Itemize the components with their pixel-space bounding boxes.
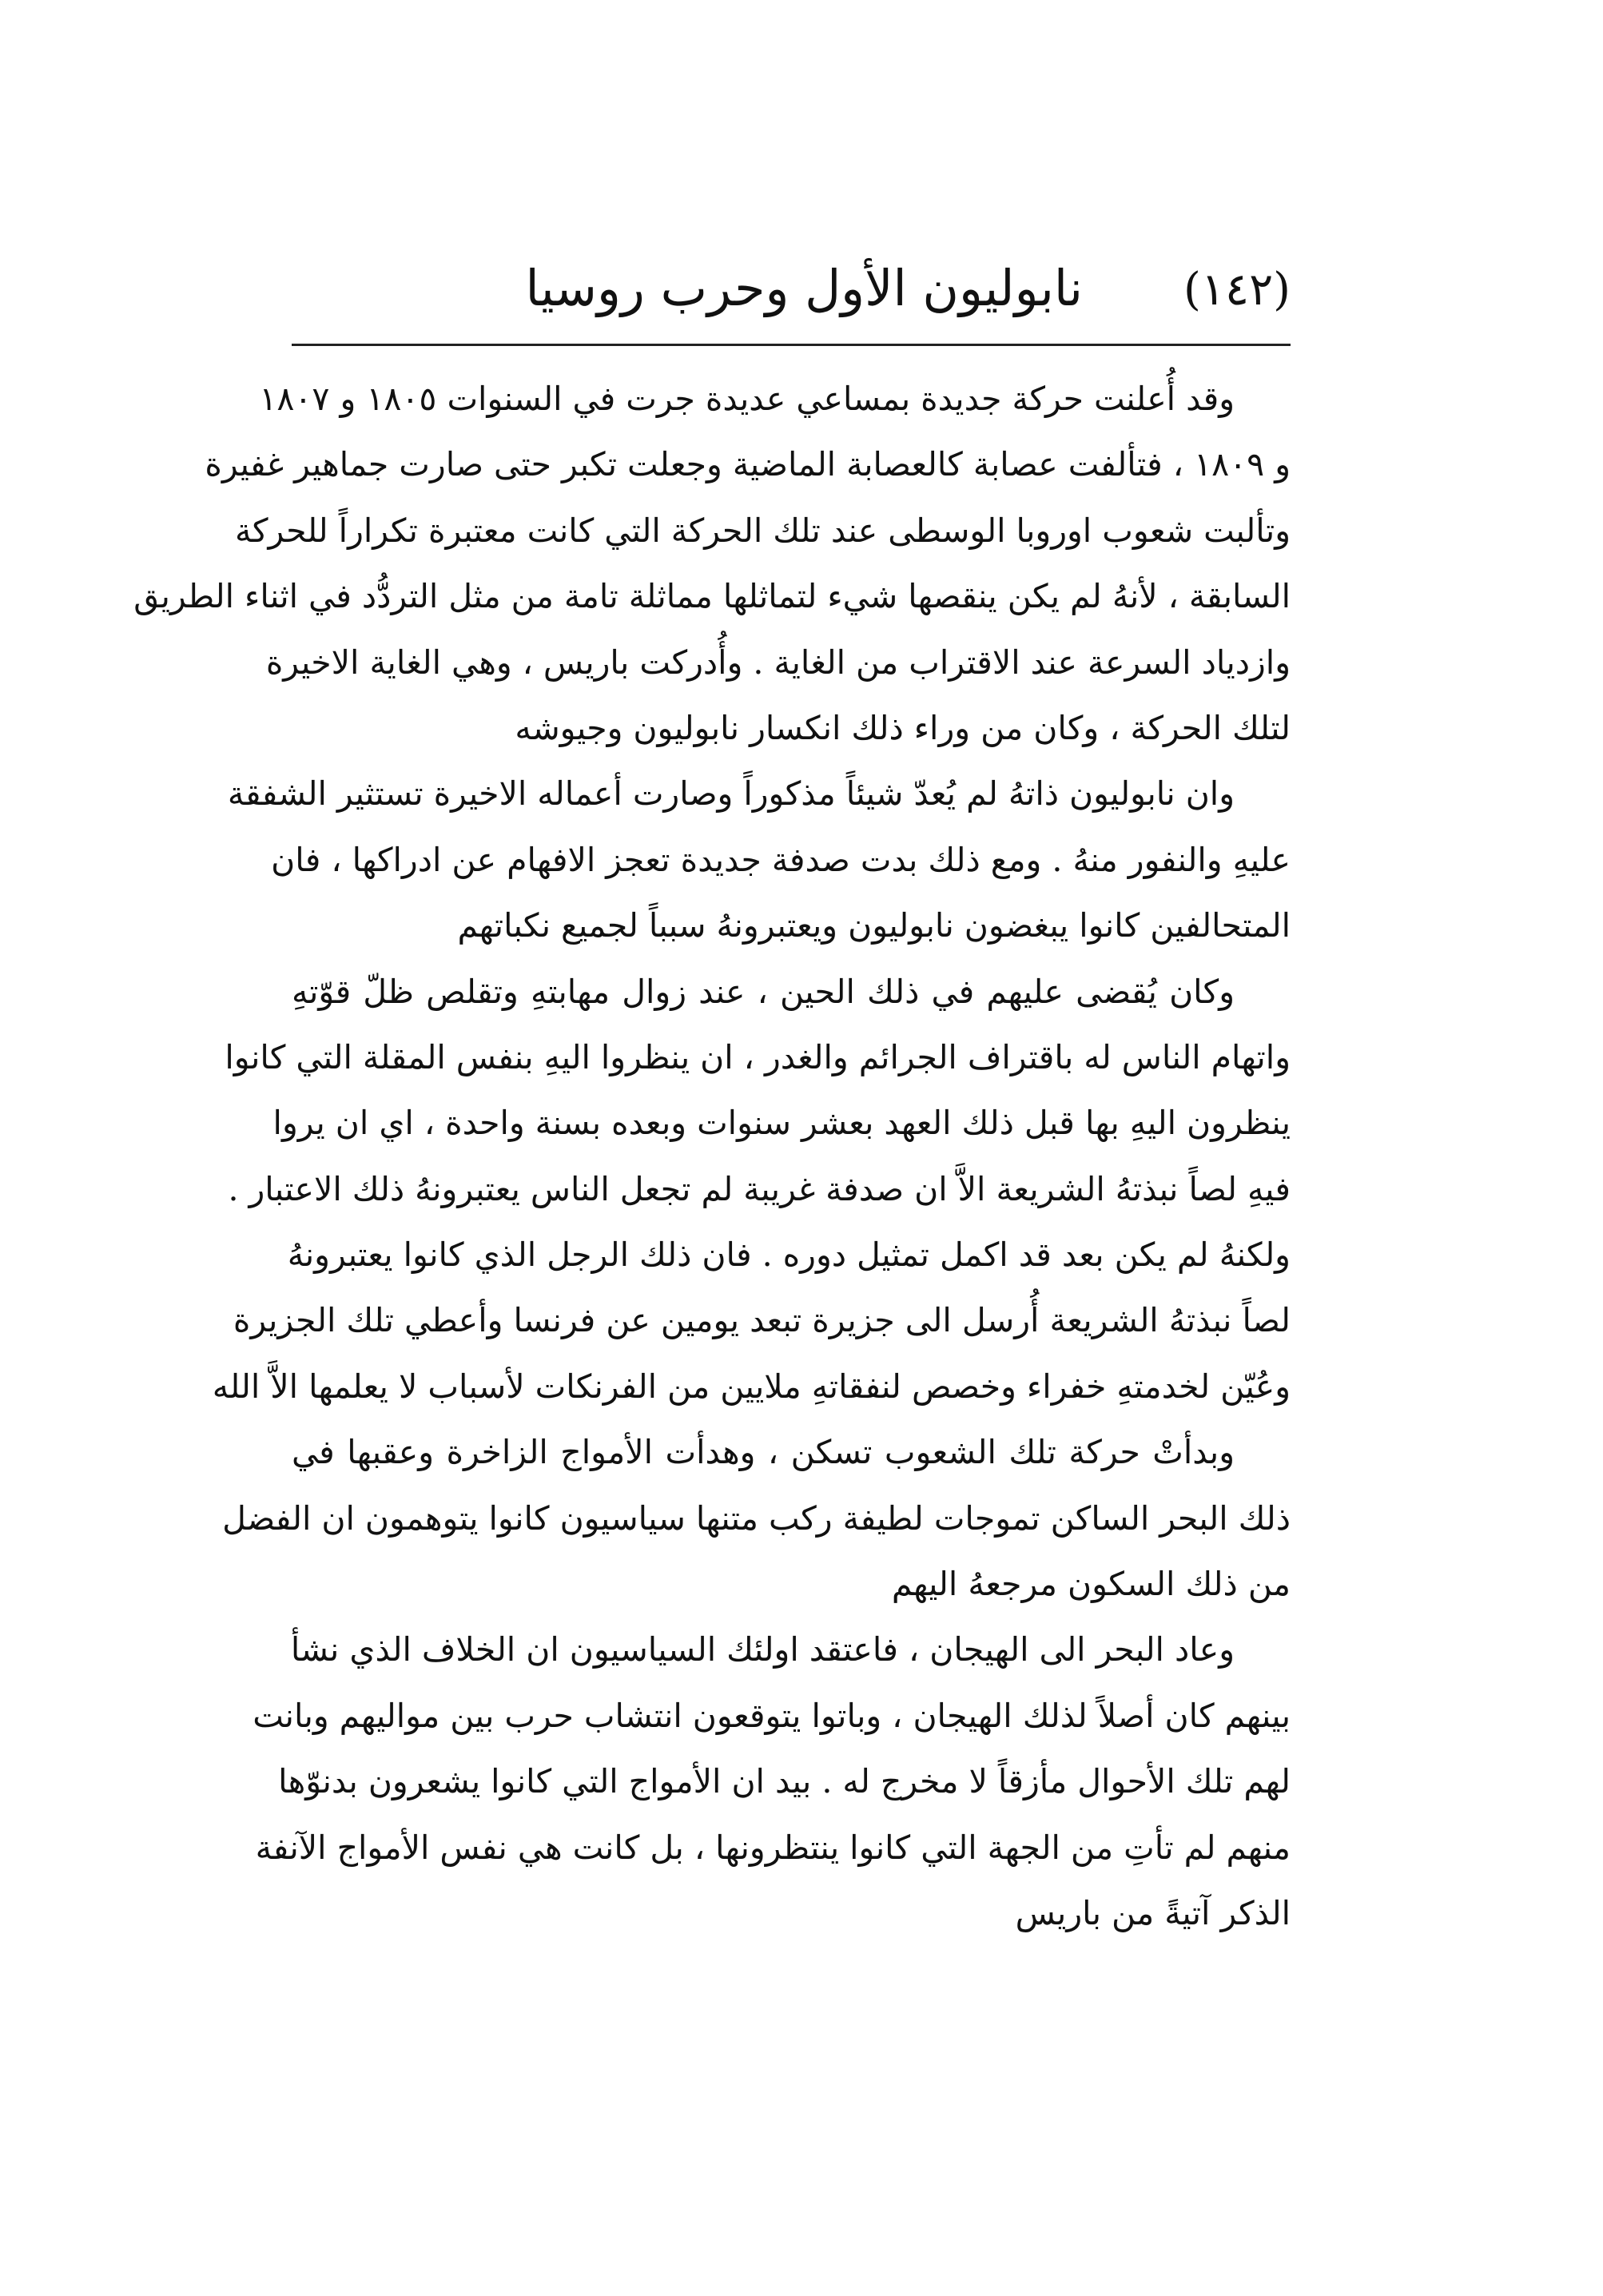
page-number: (١٤٢): [1183, 264, 1291, 316]
text-line: واتهام الناس له باقتراف الجرائم والغدر ، ان ينظروا اليهِ بنفس المقلة التي كانوا: [225, 1037, 1291, 1076]
text-line: وان نابوليون ذاتهُ لم يُعدّ شيئاً مذكوراً وصارت أعماله الاخيرة تستثير الشفقة: [227, 774, 1235, 814]
running-title: نابوليون الأول وحرب روسيا: [525, 259, 1083, 317]
text-line: لهم تلك الأحوال مأزقاً لا مخرج له . بيد ان الأمواج التي كانوا يشعرون بدنوّها: [278, 1762, 1291, 1801]
text-line: ولكنهُ لم يكن بعد قد اكمل تمثيل دوره . فان ذلك الرجل الذي كانوا يعتبرونهُ: [287, 1236, 1291, 1275]
text-line: وبدأتْ حركة تلك الشعوب تسكن ، وهدأت الأمواج الزاخرة وعقبها في: [292, 1433, 1235, 1472]
body-text: [133, 366, 1291, 1946]
text-line: وازدياد السرعة عند الاقتراب من الغاية . وأُدركت باريس ، وهي الغاية الاخيرة: [265, 643, 1291, 682]
text-line: وتألبت شعوب اوروبا الوسطى عند تلك الحركة التي كانت معتبرة تكراراً للحركة: [235, 511, 1291, 550]
text-line: وكان يُقضى عليهم في ذلك الحين ، عند زوال مهابتهِ وتقلص ظلّ قوّتهِ: [292, 972, 1235, 1011]
text-line: وقد أُعلنت حركة جديدة بمساعي عديدة جرت في السنوات ١٨٠٥ و ١٨٠٧: [259, 380, 1235, 418]
text-line: من ذلك السكون مرجعهُ اليهم: [891, 1565, 1291, 1604]
text-line: السابقة ، لأنهُ لم يكن ينقصها شيء لتماثلها مماثلة تامة من مثل التردُّد في اثناء الطريق: [133, 577, 1291, 616]
text-line: وعاد البحر الى الهيجان ، فاعتقد اولئك السياسيون ان الخلاف الذي نشأ: [290, 1630, 1235, 1669]
text-line: منهم لم تأتِ من الجهة التي كانوا ينتظرونها ، بل كانت هي نفس الأمواج الآنفة: [255, 1828, 1291, 1867]
text-line: ذلك البحر الساكن تموجات لطيفة ركب متنها سياسيون كانوا يتوهمون ان الفضل: [222, 1498, 1291, 1538]
text-line: وعُيّن لخدمتهِ خفراء وخصص لنفقاتهِ ملايين من الفرنكات لأسباب لا يعلمها الاَّ الله: [212, 1367, 1291, 1406]
text-line: لتلك الحركة ، وكان من وراء ذلك انكسار نابوليون وجيوشه: [515, 708, 1291, 747]
text-line: و ١٨٠٩ ، فتألفت عصابة كالعصابة الماضية وجعلت تكبر حتى صارت جماهير غفيرة: [205, 445, 1291, 484]
page-header: [292, 256, 1291, 336]
text-line: ينظرون اليهِ بها قبل ذلك العهد بعشر سنوات وبعده بسنة واحدة ، اي ان يروا: [272, 1104, 1291, 1143]
text-line: المتحالفين كانوا يبغضون نابوليون ويعتبرونهُ سبباً لجميع نكباتهم: [457, 906, 1291, 945]
text-line: الذكر آتيةً من باريس: [1015, 1893, 1291, 1932]
header-divider: [292, 344, 1291, 346]
text-line: لصاً نبذتهُ الشريعة أُرسل الى جزيرة تبعد يومين عن فرنسا وأعطي تلك الجزيرة: [233, 1301, 1291, 1340]
text-line: فيهِ لصاً نبذتهُ الشريعة الاَّ ان صدفة غريبة لم تجعل الناس يعتبرونهُ ذلك الاعتبار .: [228, 1169, 1291, 1208]
text-line: بينهم كان أصلاً لذلك الهيجان ، وباتوا يتوقعون انتشاب حرب بين مواليهم وبانت: [253, 1696, 1291, 1735]
text-line: عليهِ والنفور منهُ . ومع ذلك بدت صدفة جديدة تعجز الافهام عن ادراكها ، فان: [271, 840, 1291, 879]
